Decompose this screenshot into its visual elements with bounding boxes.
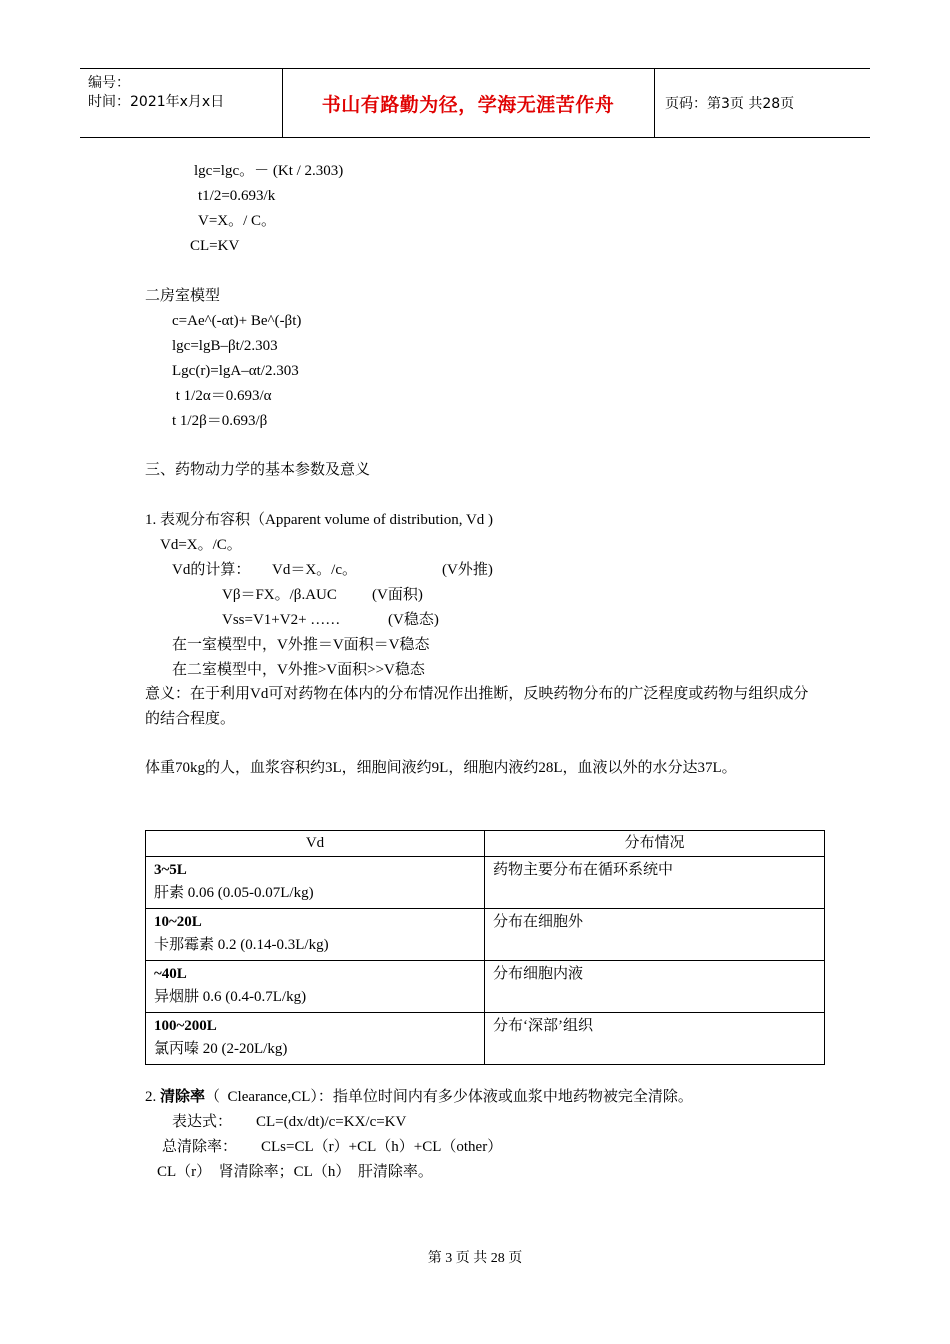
vd-range: ~40L xyxy=(154,966,187,982)
vd-definition: Vd=X。/C。 xyxy=(160,537,242,553)
vd-calc-formula: Vd＝X。/c。 xyxy=(272,562,357,578)
vd-example: 氯丙嗪 20 (2-20L/kg) xyxy=(154,1041,288,1057)
distribution-cell: 分布细胞内液 xyxy=(485,961,825,1013)
vd-one-room: 在一室模型中，V外推＝V面积＝V稳态 xyxy=(172,637,430,653)
header-motto-cell xyxy=(282,69,655,137)
vd-example: 卡那霉素 0.2 (0.14-0.3L/kg) xyxy=(154,937,329,953)
vd-calc-label: Vd的计算： xyxy=(172,562,251,578)
vd-cell xyxy=(146,857,485,909)
distribution-cell: 药物主要分布在循环系统中 xyxy=(485,857,825,909)
table-row xyxy=(146,961,825,1013)
vd-range: 3~5L xyxy=(154,862,187,878)
page-label: 页码：第3页 共28页 xyxy=(665,96,795,112)
clearance-term: 清除率 xyxy=(160,1089,206,1105)
distribution-cell: 分布‘深部’组织 xyxy=(485,1013,825,1065)
vd-calc-formula: Vss=V1+V2+ …… xyxy=(222,612,341,628)
vd-meaning: 意义：在于利用Vd可对药物在体内的分布情况作出推断，反映药物分布的广泛程度或药物与组织成分的结合程度。 xyxy=(145,686,809,727)
formula-line: t 1/2α＝0.693/α xyxy=(172,388,272,404)
vd-calc-note: (V外推) xyxy=(442,562,493,578)
table-header: 分布情况 xyxy=(485,831,825,857)
vd-cell xyxy=(146,961,485,1013)
table-row xyxy=(146,909,825,961)
formula-line: V=X。/ C。 xyxy=(198,213,277,229)
page-footer: 第 3 页 共 28 页 xyxy=(427,1251,523,1266)
header-page-cell xyxy=(655,69,870,137)
clearance-desc: （ Clearance,CL）：指单位时间内有多少体液或血浆中地药物被完全清除。 xyxy=(205,1089,693,1105)
vd-cell xyxy=(146,909,485,961)
vd-body-text: 体重70kg的人，血浆容积约3L，细胞间液约9L，细胞内液约28L，血液以外的水分达37L。 xyxy=(145,760,737,776)
clearance-total: CLs=CL（r）+CL（h）+CL（other） xyxy=(261,1139,503,1155)
vd-example: 肝素 0.06 (0.05-0.07L/kg) xyxy=(154,885,314,901)
header-info-cell xyxy=(80,69,283,137)
vd-calc-formula: Vβ＝FX。/β.AUC xyxy=(222,587,337,603)
vd-range: 10~20L xyxy=(154,914,202,930)
clearance-note: CL（r） 肾清除率；CL（h） 肝清除率。 xyxy=(157,1164,433,1180)
clearance-total-label: 总清除率： xyxy=(162,1139,238,1155)
vd-cell xyxy=(146,1013,485,1065)
section-title: 三、药物动力学的基本参数及意义 xyxy=(145,462,371,478)
vd-calc-note: (V面积) xyxy=(372,587,423,603)
clearance-num: 2. xyxy=(145,1089,160,1105)
time-label: 时间：2021年x月x日 xyxy=(88,94,225,110)
page-header xyxy=(80,68,870,138)
formula-line: CL=KV xyxy=(190,238,240,254)
serial-label: 编号： xyxy=(88,75,130,91)
clearance-expr-label: 表达式： xyxy=(172,1114,233,1130)
vd-heading: 1. 表观分布容积（Apparent volume of distribution, Vd ) xyxy=(145,512,494,528)
distribution-cell: 分布在细胞外 xyxy=(485,909,825,961)
clearance-heading xyxy=(145,1088,693,1106)
table-row xyxy=(146,857,825,909)
table-row xyxy=(146,1013,825,1065)
vd-example: 异烟肼 0.6 (0.4-0.7L/kg) xyxy=(154,989,307,1005)
formula-line: Lgc(r)=lgA–αt/2.303 xyxy=(172,363,299,379)
formula-line: t1/2=0.693/k xyxy=(198,188,276,204)
table-header-row xyxy=(146,831,825,857)
clearance-expr: CL=(dx/dt)/c=KX/c=KV xyxy=(256,1114,407,1130)
vd-two-room: 在二室模型中，V外推>V面积>>V稳态 xyxy=(172,662,425,678)
vd-range: 100~200L xyxy=(154,1018,217,1034)
vd-table xyxy=(145,830,825,1065)
section-title: 二房室模型 xyxy=(145,288,221,304)
table-header: Vd xyxy=(146,831,485,857)
formula-line: c=Ae^(-αt)+ Be^(-βt) xyxy=(172,313,302,329)
vd-calc-note: (V稳态) xyxy=(388,612,439,628)
motto: 书山有路勤为径，学海无涯苦作舟 xyxy=(321,93,615,116)
formula-line: lgc=lgc。－ (Kt / 2.303) xyxy=(194,163,344,179)
formula-line: lgc=lgB–βt/2.303 xyxy=(172,338,278,354)
formula-line: t 1/2β＝0.693/β xyxy=(172,413,268,429)
